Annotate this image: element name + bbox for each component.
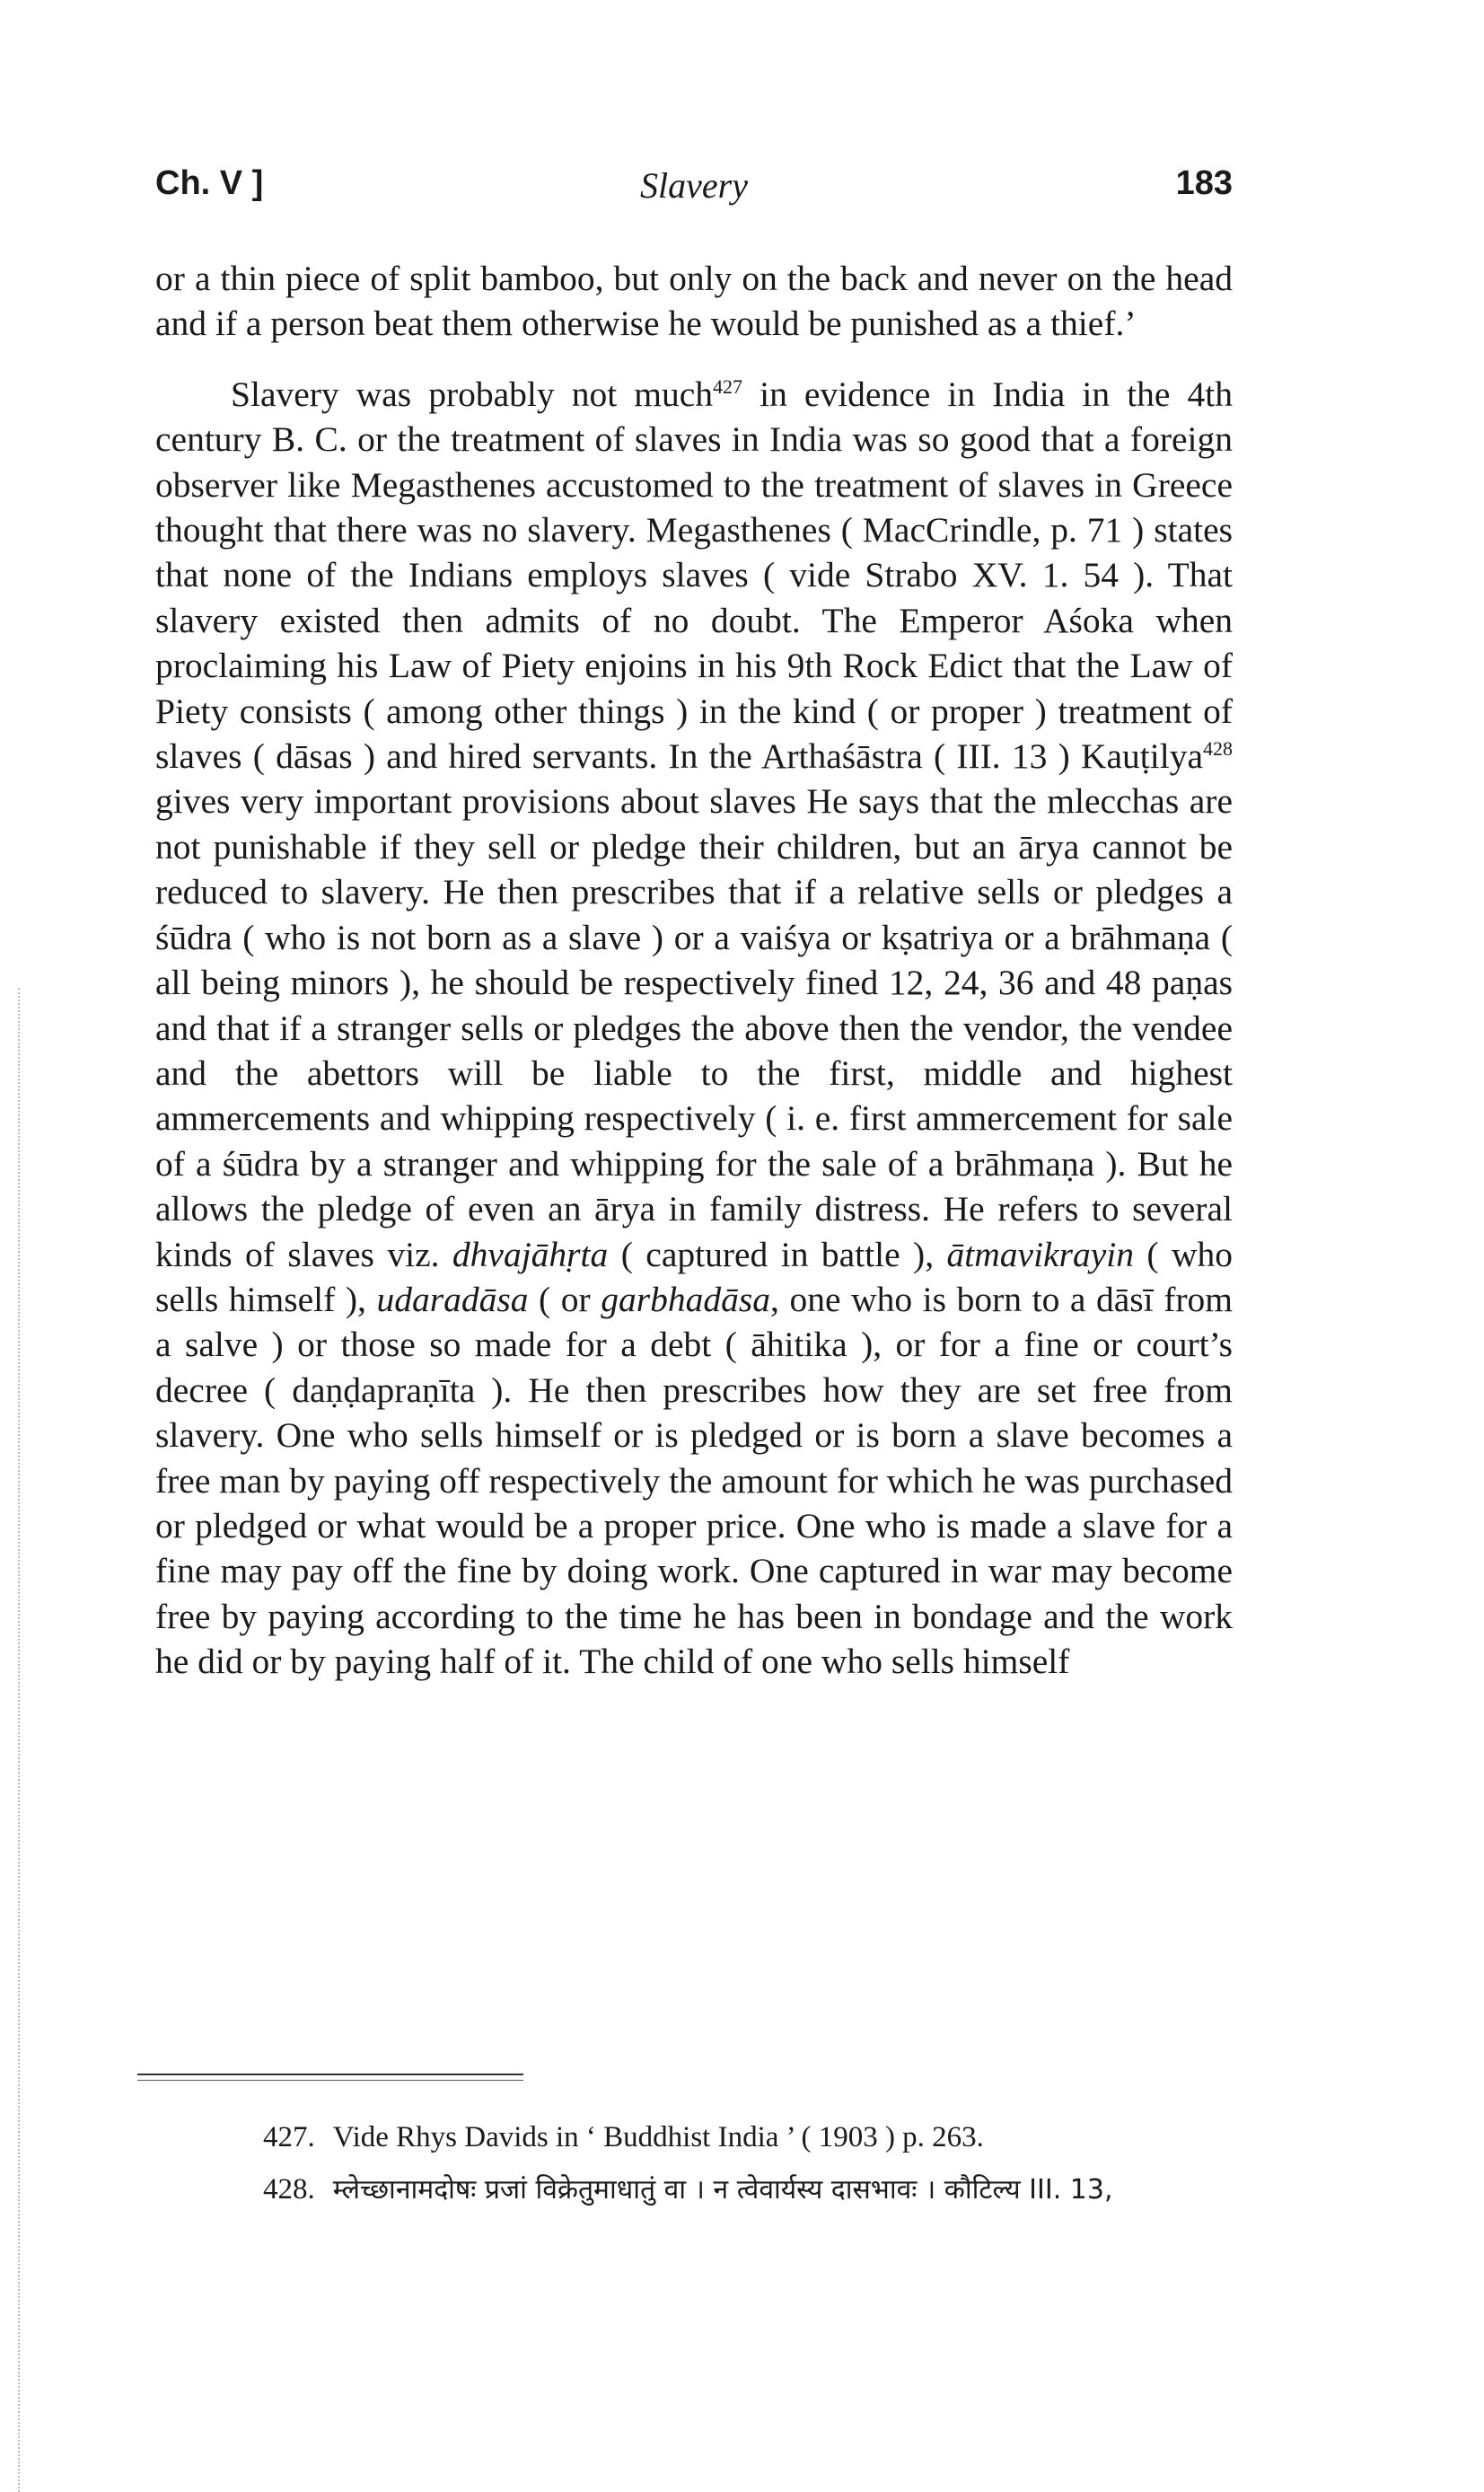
footnote-rule (137, 2074, 523, 2075)
footnote-ref: 428 (1203, 736, 1233, 760)
text-run: Slavery was probably not much (231, 374, 714, 414)
text-run: ( who sells himself ), (155, 1234, 1234, 1319)
footnote-number: 427. (263, 2121, 315, 2153)
paragraph-slavery-evidence (155, 372, 1233, 1685)
running-title: Slavery (640, 165, 748, 206)
text-run: ( or (528, 1279, 602, 1319)
chapter-label: Ch. V ] (155, 164, 264, 202)
text-run: , one who is born to a dāsī from a salve ) or those so made for a debt ( āhitika ), or for a fine or court’s decree ( daṇḍapraṇīta ). He then prescribes how they are set free from slavery. One who sells himself or is pledged or is born a slave becomes a free man by paying off respectively the amount for which he was purchased or pledged or what would be a proper price. One who is made a slave for a fine may pay off the fine by doing work. One captured in war may become free by paying according to the time he has been in bondage and the work he did or by paying half of it. The child of one who sells himself (155, 1279, 1233, 1682)
italic-term: dhvajāhṛta (452, 1234, 609, 1274)
text-run: ( captured in battle ), (608, 1234, 947, 1274)
text-run: or a thin piece of split bamboo, but only on the back and never on the head and if a person beat them otherwise he would be punished as a thief.’ (155, 259, 1233, 344)
page-number: 183 (1175, 164, 1233, 202)
footnote-428 (155, 2167, 1233, 2213)
text-run: in evidence in India in the 4th century B. C. or the treatment of slaves in India was so good that a foreign observer like Megasthenes accustomed to the treatment of slaves in Greece thought that there was no slavery. Megasthenes ( MacCrindle, p. 71 ) states that none of the Indians employs slaves ( vide Strabo XV. 1. 54 ). That slavery existed then admits of no doubt. The Emperor Aśoka when proclaiming his Law of Piety enjoins in his 9th Rock Edict that the Law of Piety consists ( among other things ) in the kind ( or proper ) treatment of slaves ( dāsas ) and hired servants. In the Arthaśāstra ( III. 13 ) Kauṭilya (155, 374, 1234, 777)
footnote-427 (155, 2115, 1233, 2160)
footnote-number: 428. (263, 2173, 315, 2206)
italic-term: ātmavikrayin (946, 1234, 1134, 1274)
footnote-text: म्लेच्छानामदोषः प्रजां विक्रेतुमाधातुं वा । न त्वेवार्यस्य दासभावः । कौटिल्य III. 13, (332, 2174, 1113, 2206)
paragraph-continuation (155, 256, 1233, 347)
footnote-ref: 427 (713, 374, 743, 398)
italic-term: garbhadāsa (601, 1279, 771, 1319)
footnote-rule-secondary (137, 2080, 523, 2081)
italic-term: udaradāsa (376, 1279, 529, 1319)
scan-margin-marks (18, 988, 22, 2492)
text-run: gives very important provisions about slaves He says that the mlecchas are not punishable if they sell or pledge their children, but an ārya cannot be reduced to slavery. He then prescribes that if a relative sells or pledges a śūdra ( who is not born as a slave ) or a vaiśya or kṣatriya or a brāhmaṇa ( all being minors ), he should be respectively fined 12, 24, 36 and 48 paṇas and that if a stranger sells or pledges the above then the vendor, the vendee and the abettors will be liable to the first, middle and highest ammercements and whipping respectively ( i. e. first ammercement for sale of a śūdra by a stranger and whipping for the sale of a brāhmaṇa ). But he allows the pledge of even an ārya in family distress. He refers to several kinds of slaves viz. (155, 781, 1233, 1274)
footnotes (155, 2115, 1233, 2220)
body-text (155, 256, 1233, 1685)
footnote-text: Vide Rhys Davids in ‘ Buddhist India ’ ( 1903 ) p. 263. (332, 2121, 984, 2153)
running-head (155, 164, 1233, 215)
